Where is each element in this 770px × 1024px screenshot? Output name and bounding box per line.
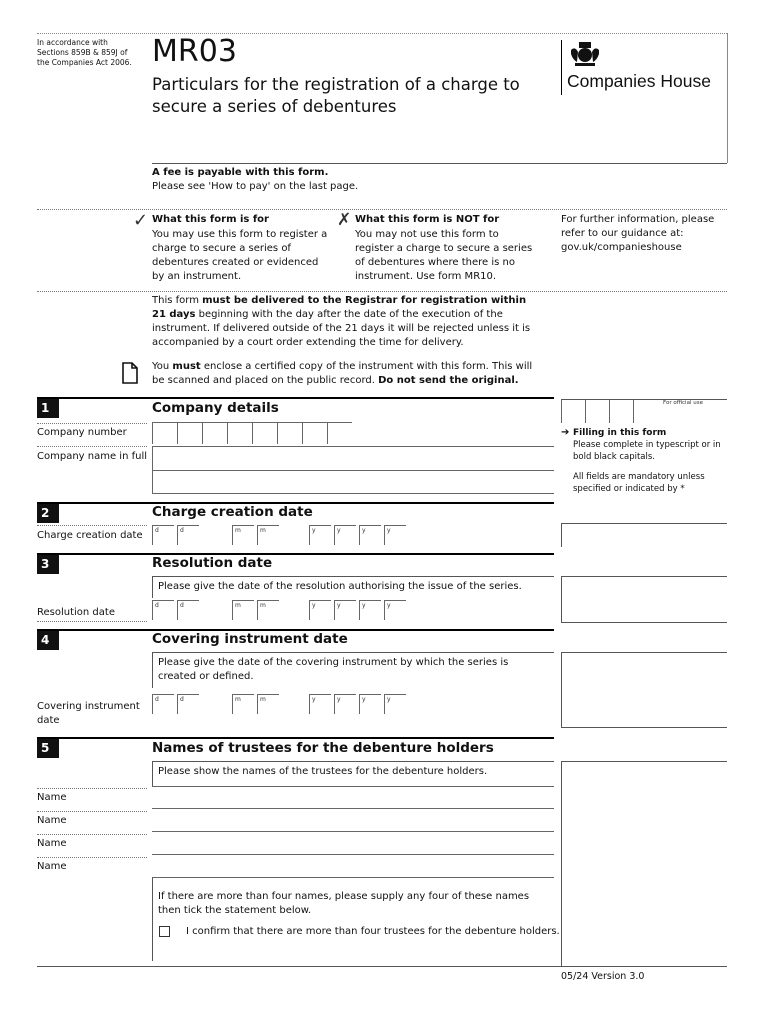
- more-trustees-checkbox[interactable]: [159, 926, 170, 937]
- date-char-box[interactable]: y: [359, 694, 381, 714]
- cross-icon: ✗: [337, 210, 352, 230]
- filling-title: Filling in this form: [573, 428, 667, 438]
- date-char-box[interactable]: y: [309, 525, 331, 545]
- form-notfor-body: You may not use this form to register a charge to secure a series of debentures where there is no instrument. Use form MR10.: [355, 229, 533, 282]
- confirm-statement: I confirm that there are more than four trustees for the debenture holders.: [186, 926, 560, 937]
- date-char-box[interactable]: d: [177, 694, 199, 714]
- form-for-body: You may use this form to register a charge to secure a series of debentures created or evidenced by an instrument.: [152, 229, 328, 282]
- form-code: MR03: [152, 34, 237, 69]
- filling-body: Please complete in typescript or in bold black capitals.: [573, 440, 721, 462]
- fee-title: A fee is payable with this form.: [152, 167, 329, 178]
- name-label-3: Name: [37, 838, 67, 849]
- section-1-number: 1: [37, 399, 59, 418]
- date-char-box[interactable]: y: [384, 525, 406, 545]
- date-char-box[interactable]: d: [152, 694, 174, 714]
- enclose-text: You must enclose a certified copy of the instrument with this form. This will be scanned and placed on the public record. Do not send the original.: [152, 361, 533, 386]
- resolution-date-label: Resolution date: [37, 607, 115, 618]
- date-char-box[interactable]: m: [257, 694, 279, 714]
- date-char-box[interactable]: d: [177, 600, 199, 620]
- company-name-input-2[interactable]: [152, 470, 554, 494]
- date-char-box[interactable]: d: [152, 600, 174, 620]
- date-char-box[interactable]: y: [359, 525, 381, 545]
- trustee-name-input-3[interactable]: [152, 832, 554, 855]
- covering-hint: Please give the date of the covering instrument by which the series is created or defined.: [158, 657, 509, 682]
- section-3-title: Resolution date: [152, 555, 273, 571]
- company-name-label: Company name in full: [37, 451, 147, 462]
- official-use-box: [561, 399, 727, 423]
- date-char-box[interactable]: d: [152, 525, 174, 545]
- company-number-label: Company number: [37, 427, 127, 438]
- section-1-title: Company details: [152, 400, 279, 416]
- name-label-1: Name: [37, 792, 67, 803]
- mandatory-note: All fields are mandatory unless specified or indicated by *: [573, 472, 705, 494]
- check-icon: ✓: [133, 210, 149, 231]
- section-4-title: Covering instrument date: [152, 631, 348, 647]
- official-use-label: For official use: [663, 400, 703, 406]
- section-2-title: Charge creation date: [152, 504, 313, 520]
- date-char-box[interactable]: y: [359, 600, 381, 620]
- form-notfor-title: What this form is NOT for: [355, 214, 500, 225]
- accordance-note: In accordance with Sections 859B & 859J of the Companies Act 2006.: [37, 38, 132, 67]
- further-info: For further information, please refer to our guidance at: gov.uk/companieshouse: [561, 214, 715, 253]
- trustee-name-input-2[interactable]: [152, 809, 554, 832]
- date-char-box[interactable]: m: [257, 525, 279, 545]
- section-5-title: Names of trustees for the debenture holders: [152, 740, 494, 756]
- brand-name: Companies House: [567, 71, 711, 91]
- section-3-number: 3: [37, 555, 59, 574]
- date-char-box[interactable]: d: [177, 525, 199, 545]
- trustee-name-input-1[interactable]: [152, 786, 554, 809]
- date-char-box[interactable]: y: [334, 525, 356, 545]
- form-for-title: What this form is for: [152, 214, 269, 225]
- company-number-input[interactable]: [152, 422, 352, 444]
- trustee-name-input-4[interactable]: [152, 855, 554, 878]
- date-char-box[interactable]: m: [232, 525, 254, 545]
- arrow-icon: ➔: [561, 427, 570, 438]
- name-label-2: Name: [37, 815, 67, 826]
- section-5-number: 5: [37, 739, 59, 758]
- date-char-box[interactable]: m: [232, 694, 254, 714]
- document-icon: [122, 362, 138, 384]
- form-title: Particulars for the registration of a charge to secure a series of debentures: [152, 75, 520, 116]
- covering-instrument-date-label: Covering instrument date: [37, 701, 140, 726]
- royal-crest-icon: [567, 40, 603, 68]
- more-names-note: If there are more than four names, please supply any four of these names then tick the statement below.: [158, 891, 530, 916]
- trustees-hint: Please show the names of the trustees for the debenture holders.: [158, 766, 488, 777]
- date-char-box[interactable]: m: [257, 600, 279, 620]
- version-label: 05/24 Version 3.0: [561, 971, 645, 982]
- section-4-number: 4: [37, 631, 59, 650]
- charge-creation-date-label: Charge creation date: [37, 530, 143, 541]
- section-2-number: 2: [37, 504, 59, 523]
- company-name-input-1[interactable]: [152, 446, 554, 470]
- date-char-box[interactable]: y: [309, 694, 331, 714]
- date-char-box[interactable]: y: [384, 600, 406, 620]
- date-char-box[interactable]: y: [334, 600, 356, 620]
- fee-note: Please see 'How to pay' on the last page.: [152, 181, 359, 192]
- date-char-box[interactable]: y: [334, 694, 356, 714]
- delivery-text: This form must be delivered to the Registrar for registration within 21 days beginning with the day after the date of the execution of the instrument. If delivered outside of the 21 days it will be rejected unless it is accompanied by a court order extending the time for delivery.: [152, 295, 531, 348]
- resolution-hint: Please give the date of the resolution authorising the issue of the series.: [158, 581, 522, 592]
- date-char-box[interactable]: y: [384, 694, 406, 714]
- date-char-box[interactable]: y: [309, 600, 331, 620]
- date-char-box[interactable]: m: [232, 600, 254, 620]
- name-label-4: Name: [37, 861, 67, 872]
